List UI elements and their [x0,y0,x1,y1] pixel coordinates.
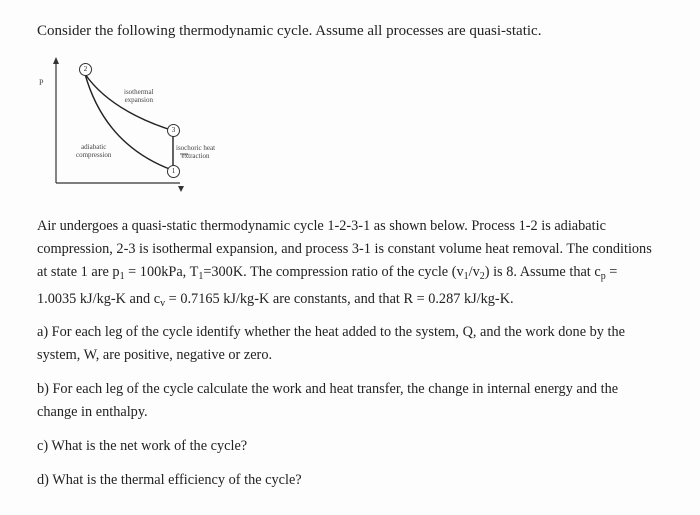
subscript: 2 [479,271,485,282]
isochoric-label-line1: isochoric heat [176,144,216,152]
text-seg: =300K. The compression ratio of the cycle (v [203,264,464,280]
question-b-line-1: b) For each leg of the cycle calculate the work and heat transfer, the change in internal energy and the [37,381,619,397]
text-seg: at state 1 are p [37,264,120,280]
text-seg: = [605,264,618,280]
state-1-marker: 1 [167,165,180,178]
axis-p-label: P [39,78,44,87]
question-b [37,378,687,424]
subscript: v [160,298,166,309]
isothermal-label-line1: isothermal [124,88,154,96]
adiabatic-label-line2: compression [76,151,112,159]
question-b-line-2: change in enthalpy. [37,404,148,420]
state-2-marker: 2 [79,63,92,76]
intro-text: Consider the following thermodynamic cycle. Assume all processes are quasi-static. [37,23,542,39]
isothermal-label-line2: expansion [124,96,153,104]
text-seg: 1.0035 kJ/kg-K and c [37,291,161,307]
question-d: d) What is the thermal efficiency of the cycle? [37,472,302,488]
statement-line-4 [37,288,687,315]
question-a-line-2: system, W, are positive, negative or zero. [37,347,273,363]
adiabatic-label [76,143,111,159]
text-seg: ) is 8. Assume that c [484,264,601,280]
text-seg: /v [468,264,480,280]
subscript: 1 [198,271,204,282]
pv-diagram [30,55,250,200]
question-a-line-1: a) For each leg of the cycle identify whether the heat added to the system, Q, and the work done by the [37,324,625,340]
statement-line-1: Air undergoes a quasi-static thermodynamic cycle 1-2-3-1 as shown below. Process 1-2 is adiabatic [37,218,606,234]
isothermal-label [124,88,154,104]
subscript: 1 [119,271,125,282]
isochoric-label [176,144,215,160]
state-3-marker: 3 [167,124,180,137]
problem-statement [37,215,687,315]
statement-line-3 [37,261,687,288]
question-c: c) What is the net work of the cycle? [37,438,248,454]
isochoric-label-line2: extraction [181,152,210,160]
pv-diagram-lines [30,55,250,200]
subscript: p [600,271,606,282]
subscript: 1 [463,271,469,282]
adiabatic-label-line1: adiabatic [81,143,107,151]
text-seg: = 0.7165 kJ/kg-K are constants, and that R = 0.287 kJ/kg-K. [165,291,514,307]
statement-line-2: compression, 2-3 is isothermal expansion, and process 3-1 is constant volume heat removal. The conditions [37,241,652,257]
text-seg: = 100kPa, T [124,264,199,280]
question-a [37,321,687,367]
